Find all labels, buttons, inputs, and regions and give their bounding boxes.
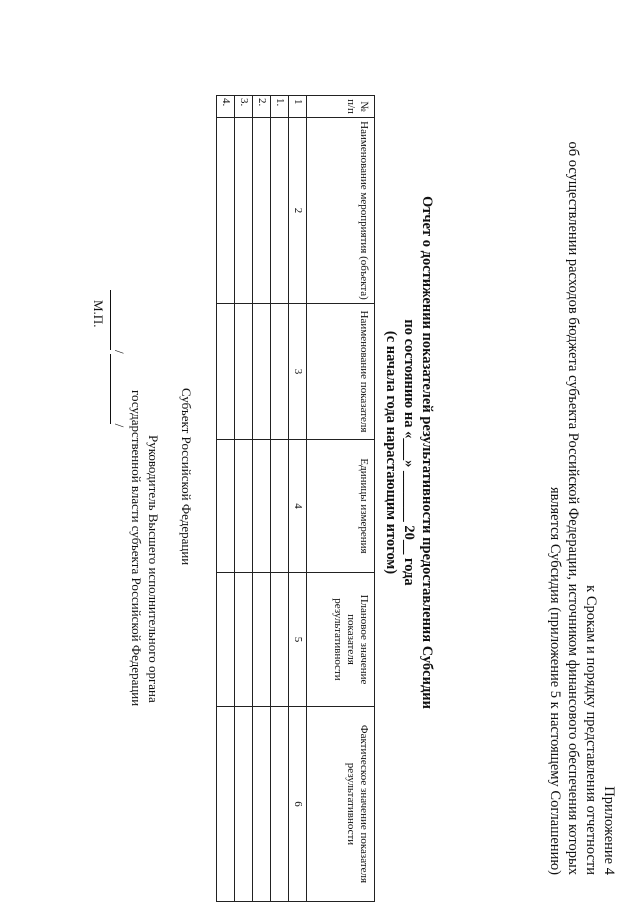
col-number: 6 bbox=[289, 707, 307, 902]
header-line-2: об осуществлении расходов бюджета субъекта Российской Федерации, источником финансового обеспечения которых bbox=[565, 141, 581, 875]
col-number: 2 bbox=[289, 118, 307, 304]
table-cell bbox=[271, 573, 289, 707]
table-header-row bbox=[307, 96, 375, 902]
head-title-line-2: государственной власти субъекта Российской Федерации bbox=[129, 390, 144, 707]
col-number: 4 bbox=[289, 440, 307, 573]
header-line-1: к Срокам и порядку представления отчетности bbox=[583, 585, 599, 875]
table-cell bbox=[253, 304, 271, 440]
table-row bbox=[235, 96, 253, 902]
name-blank bbox=[110, 354, 128, 424]
results-table bbox=[216, 95, 375, 902]
appendix-number: Приложение 4 bbox=[601, 786, 617, 875]
table-cell bbox=[253, 440, 271, 573]
table-cell bbox=[217, 118, 235, 304]
col-number: 1 bbox=[289, 96, 307, 118]
table-cell bbox=[217, 707, 235, 902]
table-cell bbox=[253, 118, 271, 304]
col-header-activity: Наименование мероприятия (объекта) bbox=[307, 118, 375, 304]
table-cell bbox=[235, 118, 253, 304]
report-subtitle: (с начала года нарастающим итогом) bbox=[383, 330, 399, 575]
report-date-line: по состоянию на «___» _______ 20__ года bbox=[401, 319, 417, 586]
table-cell bbox=[253, 707, 271, 902]
signature-slash-1: / bbox=[112, 350, 127, 354]
table-cell bbox=[217, 304, 235, 440]
row-number: 2. bbox=[253, 96, 271, 118]
table-cell bbox=[235, 707, 253, 902]
report-title: Отчет о достижении показателей результативности предоставления Субсидии bbox=[419, 195, 435, 710]
signature-blank bbox=[110, 290, 128, 350]
table-row bbox=[217, 96, 235, 902]
row-number: 3. bbox=[235, 96, 253, 118]
table-cell bbox=[253, 573, 271, 707]
signature-line bbox=[110, 290, 128, 427]
table-cell bbox=[235, 573, 253, 707]
table-cell bbox=[271, 304, 289, 440]
table-number-row bbox=[289, 96, 307, 902]
table-row bbox=[253, 96, 271, 902]
head-title-line-1: Руководитель Высшего исполнительного органа bbox=[146, 435, 161, 703]
col-header-planned: Плановое значение показателя результативности bbox=[307, 573, 375, 707]
table-cell bbox=[271, 707, 289, 902]
col-header-number: № п/п bbox=[307, 96, 375, 118]
table-cell bbox=[235, 440, 253, 573]
table-cell bbox=[271, 118, 289, 304]
table-cell bbox=[235, 304, 253, 440]
col-number: 5 bbox=[289, 573, 307, 707]
stamp-label: М.П. bbox=[91, 300, 106, 328]
row-number: 1. bbox=[271, 96, 289, 118]
table-cell bbox=[217, 573, 235, 707]
row-number: 4. bbox=[217, 96, 235, 118]
col-header-indicator: Наименование показателя bbox=[307, 304, 375, 440]
table-cell bbox=[217, 440, 235, 573]
col-header-units: Единицы измерения bbox=[307, 440, 375, 573]
header-line-3: является Субсидия (приложение 5 к настоящему Соглашению) bbox=[547, 486, 563, 875]
col-header-actual: Фактическое значение показателя результативности bbox=[307, 707, 375, 902]
subject-label: Субъект Российской Федерации bbox=[179, 388, 194, 566]
signature-slash-2: / bbox=[112, 423, 127, 428]
col-number: 3 bbox=[289, 304, 307, 440]
table-row bbox=[271, 96, 289, 902]
table-cell bbox=[271, 440, 289, 573]
